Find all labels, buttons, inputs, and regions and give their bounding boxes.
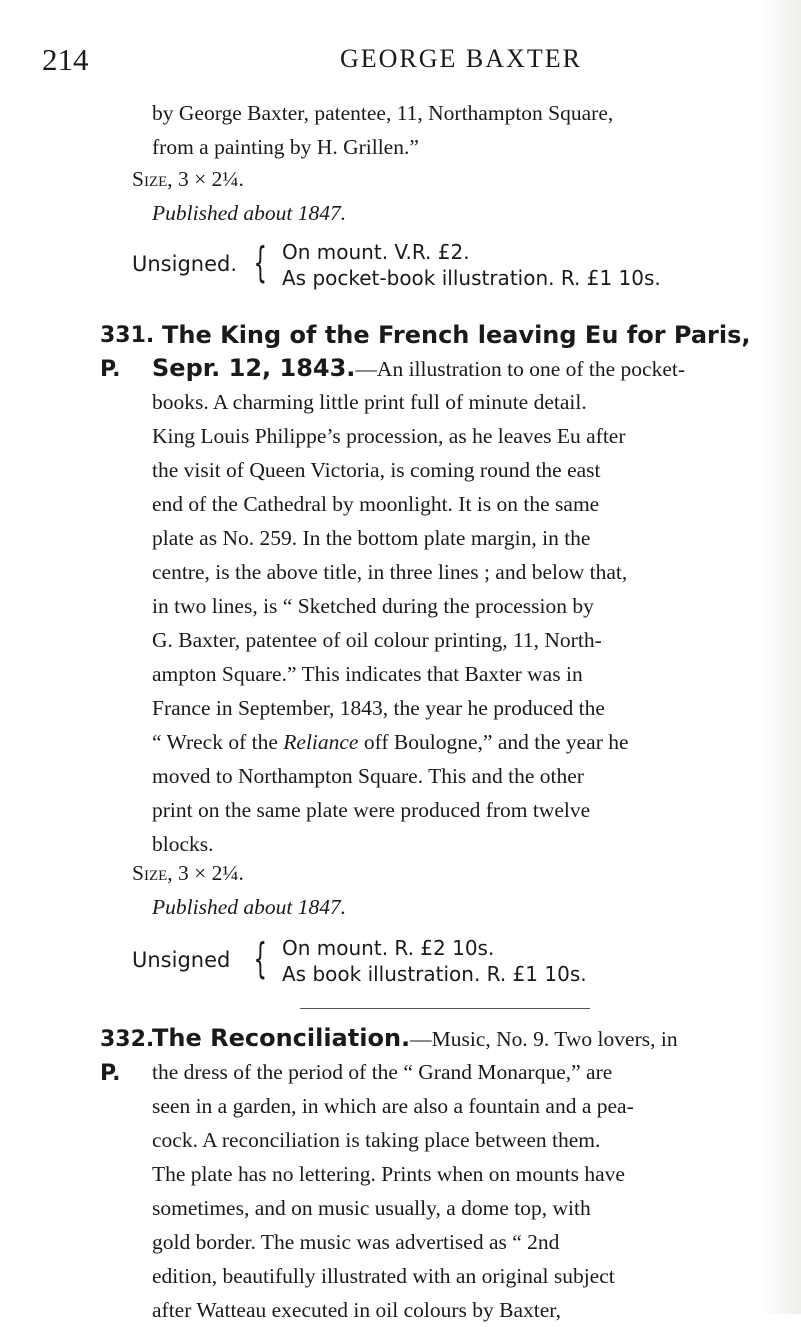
- price-line: On mount. V.R. £2.: [282, 240, 470, 264]
- ship-name: Reliance: [283, 730, 359, 754]
- price-line: As book illustration. R. £1 10s.: [282, 962, 587, 986]
- size-line: Size, 3 × 2¼.: [132, 167, 244, 191]
- continuation-paragraph: by George Baxter, patentee, 11, Northampton Square, from a painting by H. Grillen.”: [152, 101, 614, 159]
- price-line: As pocket-book illustration. R. £1 10s.: [282, 266, 661, 290]
- entry-date: Sepr. 12, 1843.: [152, 354, 356, 382]
- unsigned-label: Unsigned: [132, 948, 231, 972]
- price-line: On mount. R. £2 10s.: [282, 936, 495, 960]
- published-line: Published about 1847.: [152, 895, 347, 919]
- page-number: 214: [42, 42, 89, 77]
- entry-description: The Reconciliation.—Music, No. 9. Two lovers, in the dress of the period of the “ Grand Monarque,” are seen in a garden, in which are also a fountain and a pea- cock. A reconciliation is taking place between them. The plate has no lettering. Prints when on mounts have sometimes, and on music usually, a dome top, with gold border. The music was advertised as “ 2nd edition, beautifully illustrated with an original subject after Watteau executed in oil colours by Baxter,: [152, 1024, 678, 1322]
- brace-glyph: {: [253, 934, 268, 983]
- section-divider: [300, 1008, 590, 1009]
- published-line: Published about 1847.: [152, 201, 347, 225]
- entry-title: The Reconciliation.: [152, 1024, 411, 1052]
- running-head: GEORGE BAXTER: [340, 44, 582, 73]
- entry-number: 332.: [100, 1027, 155, 1052]
- unsigned-label: Unsigned.: [132, 252, 238, 276]
- page-header: [0, 42, 801, 82]
- entry-description: Sepr. 12, 1843.—An illustration to one of the pocket- books. A charming little print full of minute detail. King Louis Philippe’s procession, as he leaves Eu after the visit of Queen Victoria, is coming round the east end of the Cathedral by moonlight. It is on the same plate as No. 259. In the bottom plate margin, in the centre, is the above title, in three lines ; and below that, in two lines, is “ Sketched during the procession by G. Baxter, patentee of oil colour printing, 11, North- ampton Square.” This indicates that Baxter was in France in September, 1843, the year he produced the “ Wreck of the Reliance off Boulogne,” and the year he moved to Northampton Square. This and the other print on the same plate were produced from twelve blocks.: [152, 354, 686, 856]
- brace-glyph: {: [253, 238, 268, 287]
- size-line: Size, 3 × 2¼.: [132, 861, 244, 885]
- entry-marker: P.: [100, 1061, 121, 1086]
- entry-marker: P.: [100, 357, 121, 382]
- entry-number: 331.: [100, 323, 155, 348]
- entry-title: The King of the French leaving Eu for Paris,: [162, 321, 751, 349]
